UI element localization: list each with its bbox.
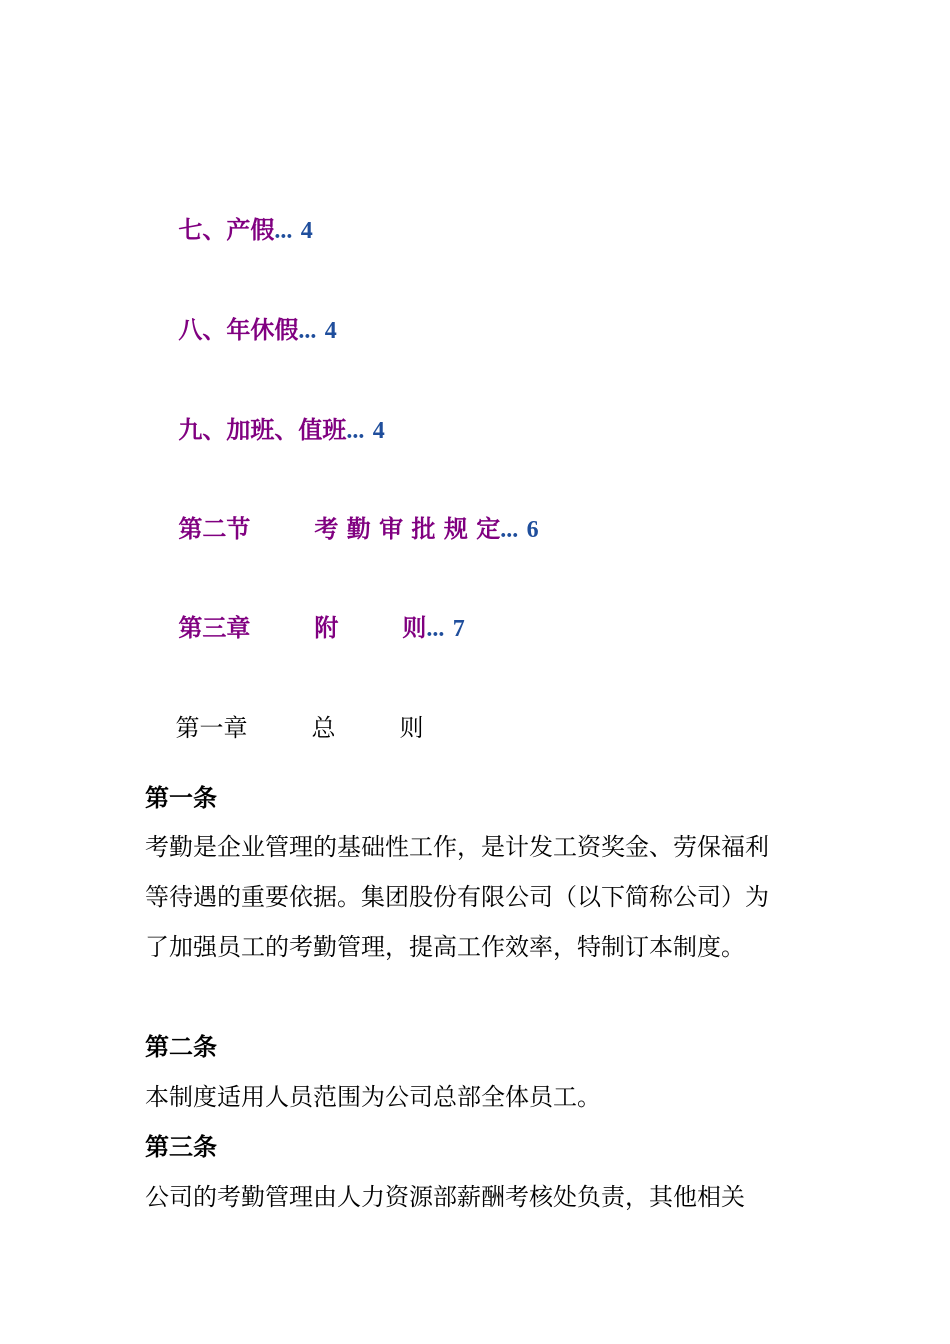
chapter-title-part: 总: [311, 714, 336, 742]
toc-page-number: 4: [300, 218, 313, 244]
toc-page-number: 4: [372, 418, 385, 444]
toc-leader-dots: ...: [500, 517, 519, 543]
article-title: 第二条: [145, 1033, 217, 1061]
chapter-number: 第一章: [175, 714, 248, 742]
toc-entry-label: 七、产假: [178, 216, 275, 244]
toc-leader-dots: ...: [298, 318, 317, 344]
article-title: 第三条: [145, 1133, 217, 1161]
toc-entry-title: 考 勤 审 批 规 定: [314, 515, 501, 543]
toc-entry-label: 九、加班、值班: [178, 416, 347, 444]
toc-entry-title-end: 则: [402, 614, 427, 642]
chapter-heading: [145, 683, 424, 773]
toc-page-number: 4: [324, 318, 337, 344]
toc-entry-label: 八、年休假: [178, 316, 299, 344]
article-title: 第一条: [145, 784, 217, 812]
toc-entry-label: 第二节: [178, 515, 251, 543]
toc-entry-section-2[interactable]: [145, 484, 539, 575]
toc-leader-dots: ...: [426, 616, 445, 642]
toc-entry-label: 第三章: [178, 614, 251, 642]
toc-entry-maternity-leave[interactable]: [145, 185, 313, 276]
article-body: 考勤是企业管理的基础性工作，是计发工资奖金、劳保福利等待遇的重要依据。集团股份有限公司（以下简称公司）为了加强员工的考勤管理，提高工作效率，特制订本制度。: [145, 833, 769, 961]
toc-entry-chapter-3[interactable]: [145, 583, 465, 674]
toc-page-number: 7: [452, 616, 465, 642]
toc-leader-dots: ...: [274, 218, 293, 244]
toc-leader-dots: ...: [346, 418, 365, 444]
toc-page-number: 6: [526, 517, 539, 543]
toc-entry-title: 附: [314, 614, 339, 642]
chapter-title-part: 则: [399, 714, 424, 742]
toc-entry-annual-leave[interactable]: [145, 285, 337, 376]
article-body: 本制度适用人员范围为公司总部全体员工。: [145, 1083, 601, 1111]
article-body: 公司的考勤管理由人力资源部薪酬考核处负责，其他相关: [145, 1183, 745, 1211]
toc-entry-overtime-duty[interactable]: [145, 385, 385, 476]
